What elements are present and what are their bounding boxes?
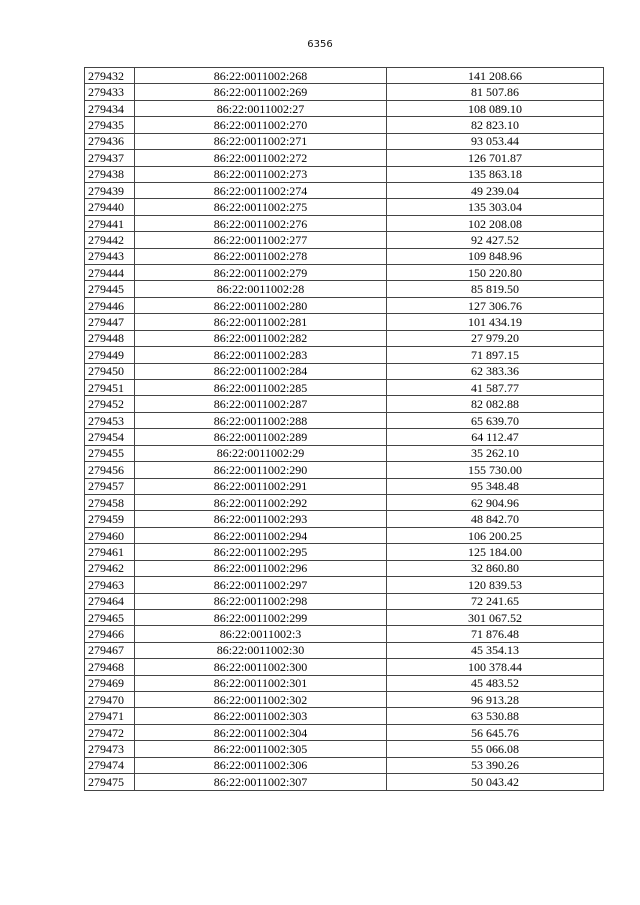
value-cell: 106 200.25 <box>387 527 604 543</box>
table-row <box>85 462 604 478</box>
row-id-cell: 279454 <box>85 429 135 445</box>
table-row <box>85 724 604 740</box>
table-row <box>85 593 604 609</box>
cadastral-number-cell: 86:22:0011002:28 <box>135 281 387 297</box>
table-row <box>85 182 604 198</box>
row-id-cell: 279460 <box>85 527 135 543</box>
cadastral-number-cell: 86:22:0011002:305 <box>135 741 387 757</box>
value-cell: 72 241.65 <box>387 593 604 609</box>
cadastral-number-cell: 86:22:0011002:292 <box>135 494 387 510</box>
row-id-cell: 279440 <box>85 199 135 215</box>
value-cell: 135 863.18 <box>387 166 604 182</box>
row-id-cell: 279470 <box>85 692 135 708</box>
row-id-cell: 279467 <box>85 642 135 658</box>
value-cell: 32 860.80 <box>387 560 604 576</box>
table-row <box>85 281 604 297</box>
table-row <box>85 297 604 313</box>
cadastral-number-cell: 86:22:0011002:280 <box>135 297 387 313</box>
value-cell: 155 730.00 <box>387 462 604 478</box>
row-id-cell: 279462 <box>85 560 135 576</box>
value-cell: 62 383.36 <box>387 363 604 379</box>
cadastral-number-cell: 86:22:0011002:272 <box>135 150 387 166</box>
cadastral-number-cell: 86:22:0011002:301 <box>135 675 387 691</box>
row-id-cell: 279437 <box>85 150 135 166</box>
table-row <box>85 478 604 494</box>
table-row <box>85 347 604 363</box>
row-id-cell: 279441 <box>85 215 135 231</box>
row-id-cell: 279458 <box>85 494 135 510</box>
table-row <box>85 133 604 149</box>
table-row <box>85 363 604 379</box>
cadastral-number-cell: 86:22:0011002:297 <box>135 577 387 593</box>
table-row <box>85 642 604 658</box>
value-cell: 100 378.44 <box>387 659 604 675</box>
table-row <box>85 511 604 527</box>
value-cell: 65 639.70 <box>387 412 604 428</box>
row-id-cell: 279432 <box>85 68 135 84</box>
row-id-cell: 279456 <box>85 462 135 478</box>
value-cell: 120 839.53 <box>387 577 604 593</box>
cadastral-number-cell: 86:22:0011002:289 <box>135 429 387 445</box>
cadastral-number-cell: 86:22:0011002:302 <box>135 692 387 708</box>
value-cell: 102 208.08 <box>387 215 604 231</box>
value-cell: 126 701.87 <box>387 150 604 166</box>
table-row <box>85 166 604 182</box>
table-row <box>85 215 604 231</box>
data-table <box>84 67 604 791</box>
value-cell: 62 904.96 <box>387 494 604 510</box>
value-cell: 45 483.52 <box>387 675 604 691</box>
row-id-cell: 279449 <box>85 347 135 363</box>
cadastral-number-cell: 86:22:0011002:276 <box>135 215 387 231</box>
cadastral-number-cell: 86:22:0011002:279 <box>135 265 387 281</box>
table-row <box>85 117 604 133</box>
value-cell: 101 434.19 <box>387 314 604 330</box>
row-id-cell: 279443 <box>85 248 135 264</box>
table-row <box>85 150 604 166</box>
table-row <box>85 429 604 445</box>
value-cell: 150 220.80 <box>387 265 604 281</box>
table-row <box>85 396 604 412</box>
cadastral-number-cell: 86:22:0011002:285 <box>135 380 387 396</box>
row-id-cell: 279433 <box>85 84 135 100</box>
cadastral-number-cell: 86:22:0011002:290 <box>135 462 387 478</box>
cadastral-number-cell: 86:22:0011002:300 <box>135 659 387 675</box>
value-cell: 82 082.88 <box>387 396 604 412</box>
cadastral-number-cell: 86:22:0011002:288 <box>135 412 387 428</box>
page-number: 6356 <box>307 39 333 50</box>
row-id-cell: 279436 <box>85 133 135 149</box>
cadastral-number-cell: 86:22:0011002:29 <box>135 445 387 461</box>
row-id-cell: 279471 <box>85 708 135 724</box>
cadastral-number-cell: 86:22:0011002:296 <box>135 560 387 576</box>
cadastral-number-cell: 86:22:0011002:281 <box>135 314 387 330</box>
value-cell: 64 112.47 <box>387 429 604 445</box>
table-row <box>85 380 604 396</box>
table-row <box>85 84 604 100</box>
cadastral-number-cell: 86:22:0011002:269 <box>135 84 387 100</box>
row-id-cell: 279475 <box>85 774 135 790</box>
cadastral-number-cell: 86:22:0011002:275 <box>135 199 387 215</box>
table-row <box>85 609 604 625</box>
row-id-cell: 279435 <box>85 117 135 133</box>
value-cell: 301 067.52 <box>387 609 604 625</box>
table-row <box>85 494 604 510</box>
value-cell: 56 645.76 <box>387 724 604 740</box>
value-cell: 125 184.00 <box>387 544 604 560</box>
cadastral-number-cell: 86:22:0011002:273 <box>135 166 387 182</box>
value-cell: 45 354.13 <box>387 642 604 658</box>
row-id-cell: 279466 <box>85 626 135 642</box>
table-row <box>85 199 604 215</box>
row-id-cell: 279463 <box>85 577 135 593</box>
table-row <box>85 577 604 593</box>
value-cell: 63 530.88 <box>387 708 604 724</box>
table-row <box>85 527 604 543</box>
value-cell: 92 427.52 <box>387 232 604 248</box>
row-id-cell: 279451 <box>85 380 135 396</box>
row-id-cell: 279438 <box>85 166 135 182</box>
value-cell: 71 897.15 <box>387 347 604 363</box>
value-cell: 49 239.04 <box>387 182 604 198</box>
value-cell: 109 848.96 <box>387 248 604 264</box>
cadastral-number-cell: 86:22:0011002:278 <box>135 248 387 264</box>
table-row <box>85 774 604 790</box>
value-cell: 82 823.10 <box>387 117 604 133</box>
table-row <box>85 314 604 330</box>
table-row <box>85 708 604 724</box>
row-id-cell: 279452 <box>85 396 135 412</box>
table-row <box>85 100 604 116</box>
cadastral-number-cell: 86:22:0011002:298 <box>135 593 387 609</box>
table-row <box>85 692 604 708</box>
table-row <box>85 412 604 428</box>
row-id-cell: 279459 <box>85 511 135 527</box>
value-cell: 48 842.70 <box>387 511 604 527</box>
cadastral-number-cell: 86:22:0011002:291 <box>135 478 387 494</box>
table-row <box>85 757 604 773</box>
cadastral-number-cell: 86:22:0011002:282 <box>135 330 387 346</box>
table-row <box>85 68 604 84</box>
value-cell: 81 507.86 <box>387 84 604 100</box>
cadastral-number-cell: 86:22:0011002:274 <box>135 182 387 198</box>
row-id-cell: 279439 <box>85 182 135 198</box>
table-row <box>85 560 604 576</box>
cadastral-number-cell: 86:22:0011002:287 <box>135 396 387 412</box>
cadastral-number-cell: 86:22:0011002:306 <box>135 757 387 773</box>
cadastral-number-cell: 86:22:0011002:304 <box>135 724 387 740</box>
value-cell: 95 348.48 <box>387 478 604 494</box>
table-body <box>85 68 604 791</box>
table-row <box>85 675 604 691</box>
value-cell: 71 876.48 <box>387 626 604 642</box>
value-cell: 50 043.42 <box>387 774 604 790</box>
row-id-cell: 279447 <box>85 314 135 330</box>
table-row <box>85 265 604 281</box>
value-cell: 96 913.28 <box>387 692 604 708</box>
value-cell: 53 390.26 <box>387 757 604 773</box>
cadastral-number-cell: 86:22:0011002:299 <box>135 609 387 625</box>
table-row <box>85 741 604 757</box>
row-id-cell: 279444 <box>85 265 135 281</box>
cadastral-number-cell: 86:22:0011002:284 <box>135 363 387 379</box>
row-id-cell: 279446 <box>85 297 135 313</box>
cadastral-number-cell: 86:22:0011002:268 <box>135 68 387 84</box>
table-row <box>85 445 604 461</box>
value-cell: 27 979.20 <box>387 330 604 346</box>
cadastral-number-cell: 86:22:0011002:303 <box>135 708 387 724</box>
table-row <box>85 330 604 346</box>
cadastral-number-cell: 86:22:0011002:270 <box>135 117 387 133</box>
row-id-cell: 279442 <box>85 232 135 248</box>
row-id-cell: 279453 <box>85 412 135 428</box>
row-id-cell: 279468 <box>85 659 135 675</box>
row-id-cell: 279472 <box>85 724 135 740</box>
value-cell: 135 303.04 <box>387 199 604 215</box>
row-id-cell: 279461 <box>85 544 135 560</box>
table-row <box>85 232 604 248</box>
row-id-cell: 279450 <box>85 363 135 379</box>
row-id-cell: 279434 <box>85 100 135 116</box>
cadastral-number-cell: 86:22:0011002:27 <box>135 100 387 116</box>
value-cell: 108 089.10 <box>387 100 604 116</box>
cadastral-number-cell: 86:22:0011002:277 <box>135 232 387 248</box>
row-id-cell: 279469 <box>85 675 135 691</box>
row-id-cell: 279465 <box>85 609 135 625</box>
table-row <box>85 544 604 560</box>
row-id-cell: 279455 <box>85 445 135 461</box>
cadastral-number-cell: 86:22:0011002:307 <box>135 774 387 790</box>
row-id-cell: 279473 <box>85 741 135 757</box>
row-id-cell: 279474 <box>85 757 135 773</box>
value-cell: 35 262.10 <box>387 445 604 461</box>
row-id-cell: 279464 <box>85 593 135 609</box>
cadastral-number-cell: 86:22:0011002:295 <box>135 544 387 560</box>
value-cell: 141 208.66 <box>387 68 604 84</box>
row-id-cell: 279445 <box>85 281 135 297</box>
cadastral-number-cell: 86:22:0011002:3 <box>135 626 387 642</box>
row-id-cell: 279448 <box>85 330 135 346</box>
cadastral-number-cell: 86:22:0011002:30 <box>135 642 387 658</box>
value-cell: 93 053.44 <box>387 133 604 149</box>
value-cell: 85 819.50 <box>387 281 604 297</box>
table-row <box>85 659 604 675</box>
value-cell: 55 066.08 <box>387 741 604 757</box>
cadastral-number-cell: 86:22:0011002:271 <box>135 133 387 149</box>
value-cell: 41 587.77 <box>387 380 604 396</box>
table-row <box>85 626 604 642</box>
cadastral-number-cell: 86:22:0011002:293 <box>135 511 387 527</box>
cadastral-number-cell: 86:22:0011002:283 <box>135 347 387 363</box>
cadastral-number-cell: 86:22:0011002:294 <box>135 527 387 543</box>
value-cell: 127 306.76 <box>387 297 604 313</box>
table-row <box>85 248 604 264</box>
row-id-cell: 279457 <box>85 478 135 494</box>
